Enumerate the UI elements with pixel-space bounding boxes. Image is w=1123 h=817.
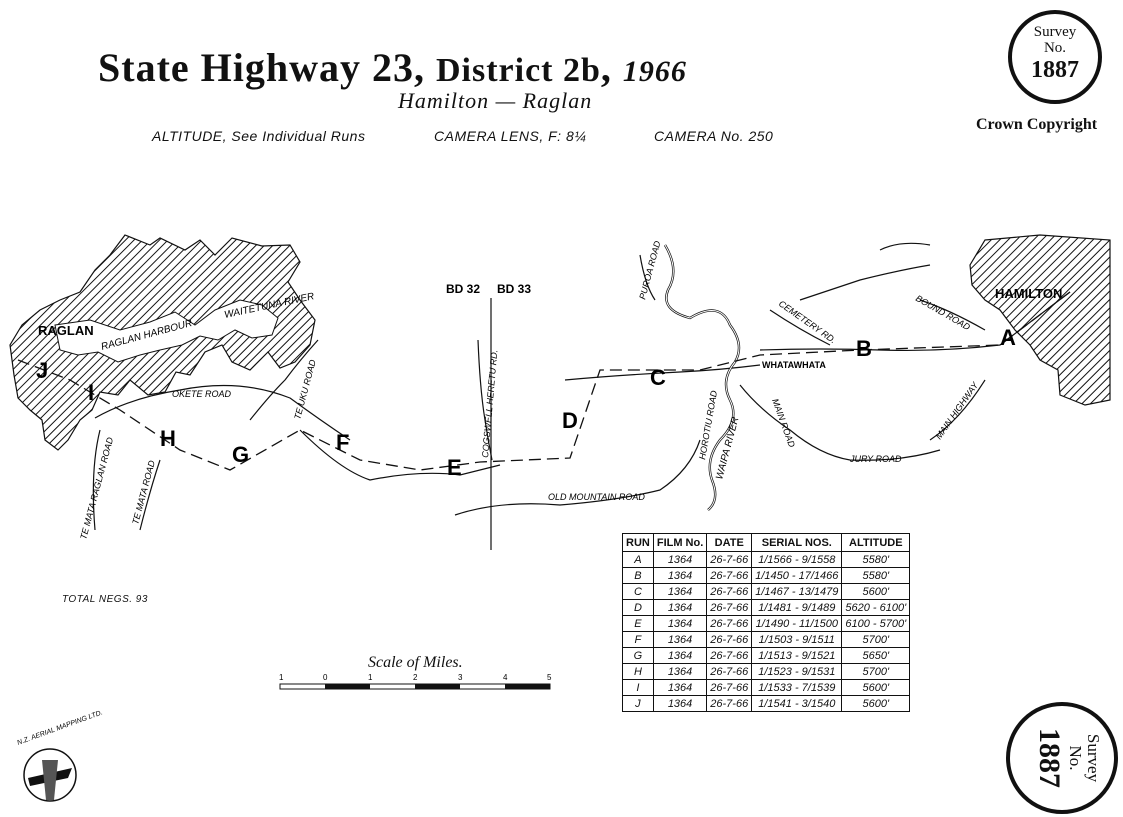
table-row — [623, 648, 910, 664]
cell-run: A — [623, 552, 654, 568]
label-waitetuna-river: WAITETUNA RIVER — [223, 291, 316, 321]
cell-run: J — [623, 696, 654, 712]
cell-serial: 1/1467 - 13/1479 — [752, 584, 842, 600]
logo-text: N.Z. AERIAL MAPPING LTD. — [16, 709, 104, 747]
cell-altitude: 5620 - 6100' — [842, 600, 910, 616]
label-raglan: RAGLAN — [38, 323, 94, 338]
run-table — [622, 533, 910, 712]
cell-run: F — [623, 632, 654, 648]
cell-run: H — [623, 664, 654, 680]
river-network — [665, 245, 742, 510]
scale-tick-label: 0 — [323, 673, 328, 682]
run-label-i: I — [88, 380, 95, 405]
scale-title: Scale of Miles. — [368, 654, 463, 671]
cell-film: 1364 — [653, 680, 706, 696]
table-header-row — [623, 534, 910, 552]
run-label-g: G — [232, 442, 250, 467]
camera-number-note: CAMERA No. 250 — [654, 128, 774, 144]
sheet-label-left: BD 32 — [446, 282, 481, 296]
total-negatives: TOTAL NEGS. 93 — [62, 594, 148, 605]
cell-serial: 1/1541 - 3/1540 — [752, 696, 842, 712]
run-label-h: H — [160, 426, 176, 451]
table-row — [623, 600, 910, 616]
cell-altitude: 5600' — [842, 696, 910, 712]
crown-copyright: Crown Copyright — [976, 116, 1098, 133]
stamp-line1: Survey — [1033, 24, 1077, 40]
label-te-mata-road: TE MATA ROAD — [130, 459, 157, 526]
cell-serial: 1/1566 - 9/1558 — [752, 552, 842, 568]
table-row — [623, 664, 910, 680]
cell-altitude: 6100 - 5700' — [842, 616, 910, 632]
header-film: FILM No. — [653, 534, 706, 552]
cell-date: 26-7-66 — [707, 552, 752, 568]
cell-date: 26-7-66 — [707, 568, 752, 584]
run-label-f: F — [336, 430, 350, 455]
label-jury-road: JURY ROAD — [850, 454, 902, 464]
cell-altitude: 5700' — [842, 664, 910, 680]
cell-serial: 1/1513 - 9/1521 — [752, 648, 842, 664]
run-label-j: J — [36, 358, 49, 383]
cell-date: 26-7-66 — [707, 616, 752, 632]
cell-film: 1364 — [653, 632, 706, 648]
run-label-e: E — [447, 455, 462, 480]
table-row — [623, 568, 910, 584]
label-bound-road: BOUND ROAD — [914, 293, 972, 333]
run-label-a: A — [1000, 325, 1016, 350]
label-waipa-river: WAIPA RIVER — [714, 415, 742, 481]
table-row — [623, 632, 910, 648]
table-row — [623, 680, 910, 696]
label-hamilton: HAMILTON — [995, 286, 1063, 301]
cell-altitude: 5600' — [842, 680, 910, 696]
label-te-mata-raglan-road: TE MATA RAGLAN ROAD — [78, 436, 116, 541]
header-altitude: ALTITUDE — [842, 534, 910, 552]
cell-serial: 1/1490 - 11/1500 — [752, 616, 842, 632]
cell-run: E — [623, 616, 654, 632]
stamp-number: 1887 — [1031, 57, 1079, 83]
cell-film: 1364 — [653, 600, 706, 616]
table-row — [623, 584, 910, 600]
label-okete-road: OKETE ROAD — [172, 389, 232, 399]
cell-film: 1364 — [653, 616, 706, 632]
label-whatawhata: WHATAWHATA — [762, 360, 826, 370]
aerial-mapping-logo — [16, 709, 103, 801]
scale-tick-label: 4 — [503, 673, 508, 682]
map-subtitle: Hamilton — Raglan — [398, 88, 593, 113]
title-year: 1966 — [622, 55, 687, 88]
label-cogswell-road: COGSWELL HERETU RD. — [480, 349, 500, 459]
cell-date: 26-7-66 — [707, 584, 752, 600]
table-row — [623, 696, 910, 712]
label-cemetery-road: CEMETERY RD. — [776, 298, 838, 346]
cell-serial: 1/1450 - 17/1466 — [752, 568, 842, 584]
cell-run: G — [623, 648, 654, 664]
label-te-uku-road: TE UKU ROAD — [292, 358, 318, 421]
cell-run: B — [623, 568, 654, 584]
table-row — [623, 616, 910, 632]
cell-altitude: 5700' — [842, 632, 910, 648]
cell-date: 26-7-66 — [707, 600, 752, 616]
cell-run: C — [623, 584, 654, 600]
scale-tick-label: 5 — [547, 673, 552, 682]
scale-tick-label: 1 — [279, 673, 284, 682]
stamp-number: 1887 — [1033, 728, 1066, 788]
cell-film: 1364 — [653, 664, 706, 680]
label-raglan-harbour: RAGLAN HARBOUR — [99, 317, 194, 353]
cell-serial: 1/1533 - 7/1539 — [752, 680, 842, 696]
label-main-road: MAIN ROAD — [770, 397, 797, 449]
cell-date: 26-7-66 — [707, 680, 752, 696]
cell-film: 1364 — [653, 584, 706, 600]
label-old-mountain-road: OLD MOUNTAIN ROAD — [548, 492, 645, 502]
run-label-d: D — [562, 408, 578, 433]
title-district: District 2b — [436, 52, 601, 89]
cell-film: 1364 — [653, 696, 706, 712]
cell-date: 26-7-66 — [707, 648, 752, 664]
cell-serial: 1/1481 - 9/1489 — [752, 600, 842, 616]
sheet-label-right: BD 33 — [497, 282, 532, 296]
header-run: RUN — [623, 534, 654, 552]
header-date: DATE — [707, 534, 752, 552]
cell-film: 1364 — [653, 648, 706, 664]
cell-date: 26-7-66 — [707, 696, 752, 712]
cell-film: 1364 — [653, 568, 706, 584]
cell-altitude: 5600' — [842, 584, 910, 600]
label-puroa-road: PUROA ROAD — [637, 239, 663, 301]
cell-date: 26-7-66 — [707, 632, 752, 648]
cell-run: D — [623, 600, 654, 616]
stamp-line2: No. — [1066, 745, 1085, 771]
cell-altitude: 5580' — [842, 568, 910, 584]
cell-serial: 1/1523 - 9/1531 — [752, 664, 842, 680]
camera-lens-note: CAMERA LENS, F: 8¼ — [434, 128, 587, 144]
map-title: State Highway 23, District 2b, 1966 — [98, 45, 687, 90]
title-highway: State Highway — [98, 45, 361, 90]
cell-film: 1364 — [653, 552, 706, 568]
title-number: 23 — [372, 45, 414, 90]
altitude-note: ALTITUDE, See Individual Runs — [152, 128, 366, 144]
stamp-line2: No. — [1043, 40, 1067, 56]
hamilton-urban-shading — [970, 235, 1110, 405]
label-horotiu-road: HOROTIU ROAD — [697, 389, 720, 461]
run-label-b: B — [856, 336, 872, 361]
scale-tick-label: 3 — [458, 673, 463, 682]
header-serial: SERIAL NOS. — [752, 534, 842, 552]
cell-serial: 1/1503 - 9/1511 — [752, 632, 842, 648]
cell-altitude: 5580' — [842, 552, 910, 568]
scale-tick-label: 2 — [413, 673, 418, 682]
table-row — [623, 552, 910, 568]
cell-altitude: 5650' — [842, 648, 910, 664]
cell-date: 26-7-66 — [707, 664, 752, 680]
label-main-highway: MAIN HIGHWAY — [933, 380, 981, 442]
stamp-line1: Survey — [1084, 733, 1103, 783]
scale-tick-label: 1 — [368, 673, 373, 682]
run-label-c: C — [650, 365, 666, 390]
cell-run: I — [623, 680, 654, 696]
scale-bar — [279, 673, 552, 689]
